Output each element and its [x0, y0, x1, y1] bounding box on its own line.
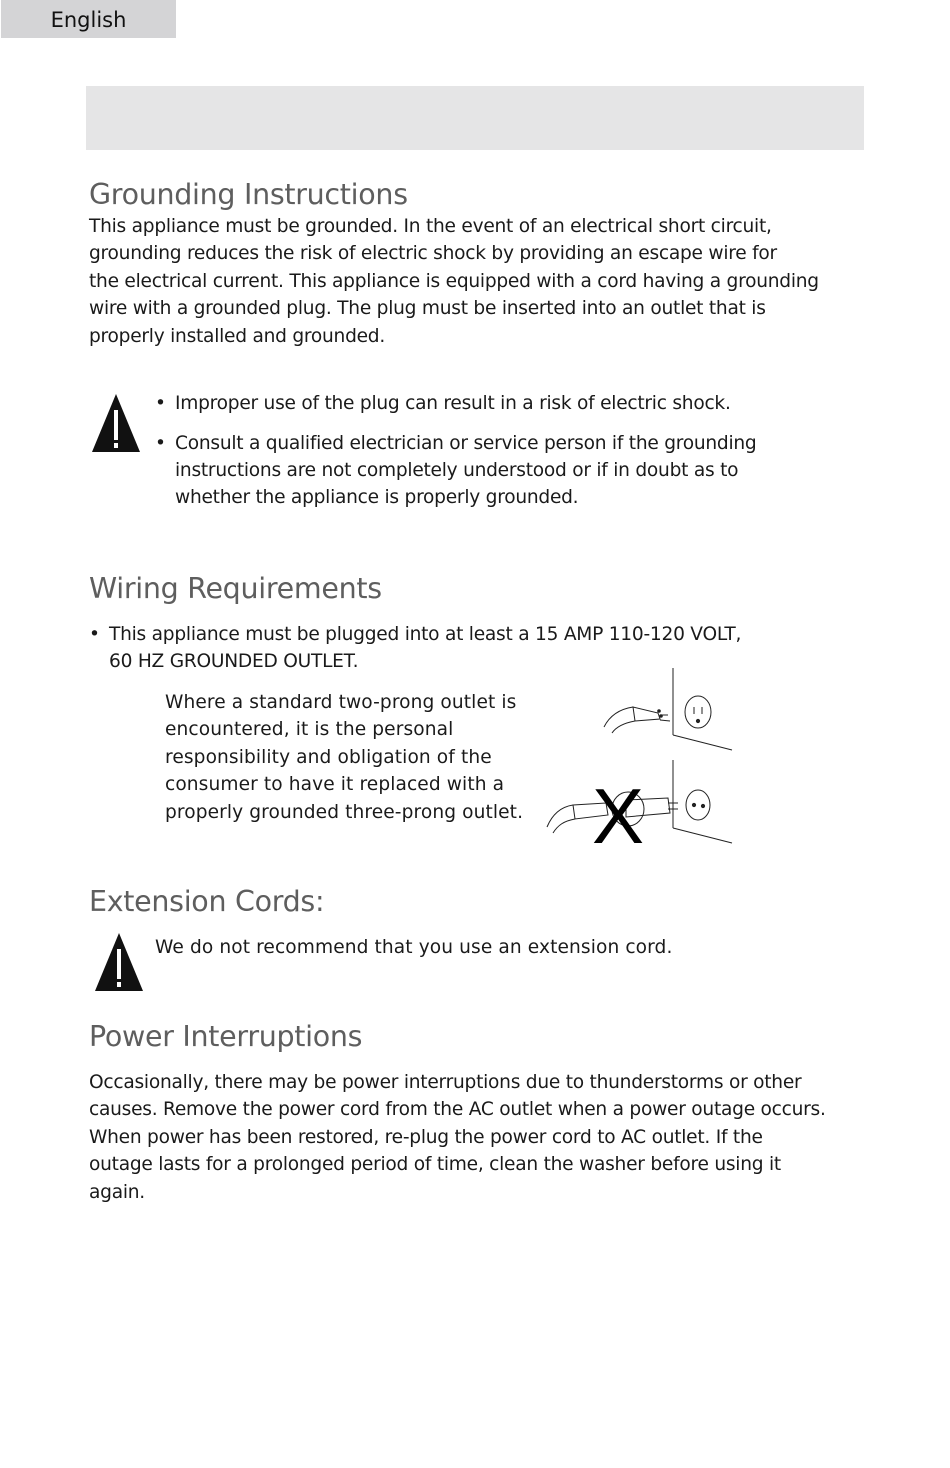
warning-item — [155, 430, 757, 511]
warning-line: Consult a qualified electrician or service person if the grounding — [175, 433, 757, 454]
grounding-warnings — [155, 390, 757, 511]
extension-text-line: We do not recommend that you use an extension cord. — [155, 937, 673, 958]
warning-line: instructions are not completely understood or if in doubt as to — [175, 460, 739, 481]
power-title: Power Interruptions — [89, 1020, 363, 1053]
wiring-line: This appliance must be plugged into at least a 15 AMP 110-120 VOLT, — [109, 624, 742, 645]
three-prong-plug-outlet-icon — [604, 668, 732, 750]
grounding-body-line: wire with a grounded plug. The plug must be inserted into an outlet that is — [89, 298, 766, 320]
bullet-dot: • — [155, 393, 166, 414]
wiring-title: Wiring Requirements — [89, 572, 382, 605]
wiring-note-line: Where a standard two-prong outlet is — [165, 692, 517, 713]
wiring-note-line: properly grounded three-prong outlet. — [165, 801, 524, 823]
grounding-body-line: properly installed and grounded. — [89, 325, 386, 347]
warning-item — [155, 390, 757, 417]
wiring-note — [165, 689, 523, 826]
prohibited-cross-mark: X — [591, 772, 645, 850]
warning-triangle-icon — [92, 394, 140, 452]
power-body-line: When power has been restored, re-plug the power cord to AC outlet. If the — [89, 1126, 763, 1148]
power-body — [89, 1069, 826, 1206]
warning-line: whether the appliance is properly grounded. — [175, 487, 579, 508]
extension-text — [155, 934, 672, 961]
grounding-title: Grounding Instructions — [89, 178, 408, 211]
power-body-line: causes. Remove the power cord from the AC outlet when a power outage occurs. — [89, 1099, 826, 1121]
bullet-dot: • — [155, 433, 166, 454]
wiring-note-line: responsibility and obligation of the — [165, 746, 492, 768]
power-body-line: again. — [89, 1181, 145, 1203]
warning-triangle-icon — [95, 933, 143, 991]
wiring-note-line: encountered, it is the personal — [165, 719, 454, 741]
grounding-body-line: the electrical current. This appliance is equipped with a cord having a grounding — [89, 270, 819, 292]
power-body-line: Occasionally, there may be power interruptions due to thunderstorms or other — [89, 1072, 802, 1093]
extension-title: Extension Cords: — [89, 885, 325, 918]
wiring-line: 60 HZ GROUNDED OUTLET. — [109, 651, 359, 672]
grounding-body-line: This appliance must be grounded. In the event of an electrical short circuit, — [89, 216, 772, 237]
outlet-figure — [540, 665, 740, 850]
wiring-note-line: consumer to have it replaced with a — [165, 774, 505, 796]
grounding-body-line: grounding reduces the risk of electric shock by providing an escape wire for — [89, 243, 777, 265]
power-body-line: outage lasts for a prolonged period of time, clean the washer before using it — [89, 1154, 781, 1176]
header-bar — [86, 86, 864, 150]
bullet-dot: • — [89, 624, 100, 645]
grounding-body — [89, 213, 819, 350]
warning-line: Improper use of the plug can result in a risk of electric shock. — [175, 393, 731, 414]
language-tab: English — [1, 0, 176, 38]
